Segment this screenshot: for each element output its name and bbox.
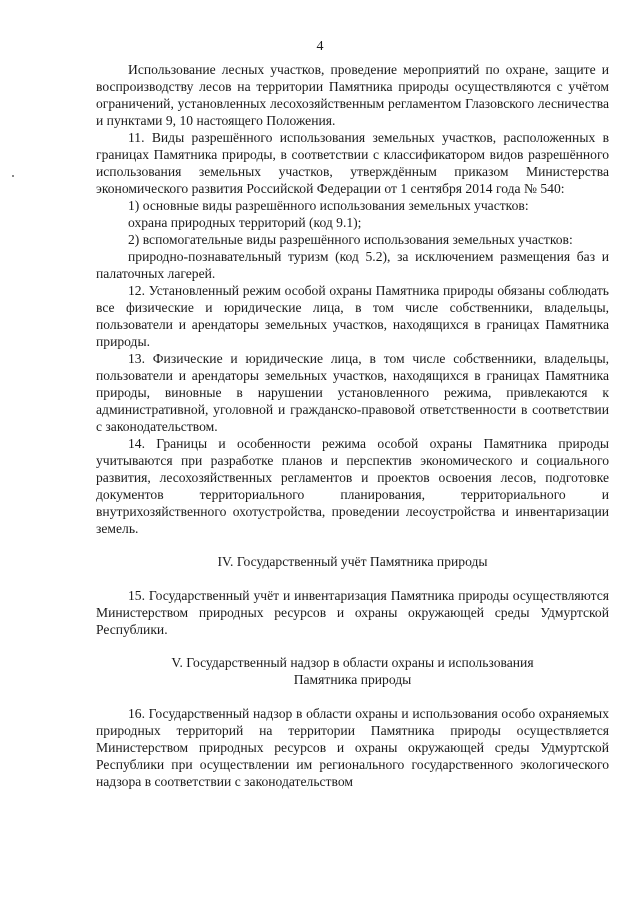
paragraph-14: 14. Границы и особенности режима особой охраны Памятника природы учитываются при разработке планов и перспектив экономического и социального развития, лесохозяйственных регламентов и проектов освоения лесов, подготовке документов территориального планирования, территориального и внутрихозяйственного охотустройства, проведении лесоустройства и инвентаризации земель.	[96, 436, 609, 536]
section-4-title-text: IV. Государственный учёт Памятника природы	[217, 554, 488, 569]
list-item-tourism: природно-познавательный туризм (код 5.2), за исключением размещения баз и палаточных лагерей.	[96, 249, 609, 281]
section-4-title	[96, 553, 609, 570]
section-5-title	[96, 654, 609, 688]
list-item-auxiliary-uses: 2) вспомогательные виды разрешённого использования земельных участков:	[128, 232, 573, 247]
paragraph-forest-use: Использование лесных участков, проведение мероприятий по охране, защите и воспроизводству лесов на территории Памятника природы осуществляются с учётом ограничений, установленных лесохозяйственным регламентом Глазовского лесничества и пунктами 9, 10 настоящего Положения.	[96, 62, 609, 128]
list-item-main-uses: 1) основные виды разрешённого использования земельных участков:	[128, 198, 529, 213]
document-body	[96, 61, 609, 790]
section-5-title-line2: Памятника природы	[293, 672, 412, 687]
list-item-nature-protection: охрана природных территорий (код 9.1);	[128, 215, 362, 230]
scan-speck	[12, 175, 14, 177]
paragraph-15: 15. Государственный учёт и инвентаризация Памятника природы осуществляются Министерством природных ресурсов и охраны окружающей среды Удмуртской Республики.	[96, 588, 609, 637]
paragraph-11: 11. Виды разрешённого использования земельных участков, расположенных в границах Памятника природы, в соответствии с классификатором видов разрешённого использования земельных участков, утверждённым приказом Министерства экономического развития Российской Федерации от 1 сентября 2014 года № 540:	[96, 130, 609, 196]
paragraph-12: 12. Установленный режим особой охраны Памятника природы обязаны соблюдать все физические и юридические лица, в том числе собственники, владельцы, пользователи и арендаторы земельных участков, находящихся в границах Памятника природы.	[96, 283, 609, 349]
section-5-title-line1: V. Государственный надзор в области охраны и использования	[171, 655, 534, 670]
page-number: 4	[316, 39, 324, 54]
document-page	[96, 38, 609, 790]
paragraph-16: 16. Государственный надзор в области охраны и использования особо охраняемых природных территорий на территории Памятника природы осуществляется Министерством природных ресурсов и охраны окружающей среды Удмуртской Республики при осуществлении им регионального государственного экологического надзора в соответствии с законодательством	[96, 706, 609, 789]
paragraph-13: 13. Физические и юридические лица, в том числе собственники, владельцы, пользователи и арендаторы земельных участков, находящихся в границах Памятника природы, виновные в нарушении установленного режима, привлекаются к административной, уголовной и гражданско-правовой ответственности в соответствии с законодательством.	[96, 351, 609, 434]
